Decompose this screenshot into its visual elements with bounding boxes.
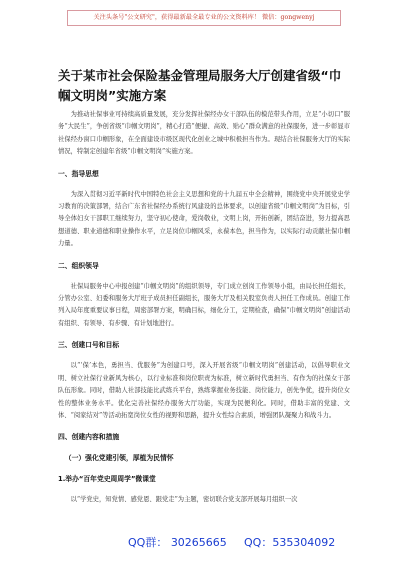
footer-contact [0,534,408,552]
guiding-ideology-paragraph: 为深入贯彻习近平新时代中国特色社会主义思想和党的十九届五中全会精神，围绕党中央开展党史学习教育的决策部署，结合广东省社保经办系统行风建设的总体要求，以创建省级“巾帼文明岗”为目标，引导全体妇女干部职工继续努力，坚守初心使命，爱岗敬业，文明上岗，开拓创新，团结奋进，努力提高思想道德、职业道德和职业操作水平，立足岗位巾帼风采，永葆本色，担当作为，以实际行动贡献社保巾帼力量。 [58,190,350,248]
subsection-heading-party-building: （一）强化党建引领，厚植为民情怀 [64,454,174,463]
section-heading-guiding-ideology: 一、指导思想 [58,169,99,178]
item-heading-micro-class: 1.举办“百年党史周周学”微课堂 [58,475,156,484]
organization-paragraph: 社保局服务中心申报创建“巾帼文明岗”的组织领导，专门成立创岗工作领导小组，由局长担任组长，分管办公室、妇委和服务大厅班子成员担任副组长，服务大厅及相关股室负责人担任工作成员。创建工作列入局年度重要议事日程，周密部署方案，明确目标，细化分工，定期检查，确保“巾帼文明岗”创建活动有组织、有领导、有步骤、有计划地进行。 [58,282,350,327]
section-heading-slogan-goals: 三、创建口号和目标 [58,341,120,350]
slogan-goals-paragraph: 以“‘保’本色，勇担当、优服务”为创建口号，深入开展省级“巾帼文明岗”创建活动，以倡导职业文明、树立社保行业新风为核心，以行业标准和岗位职责为标准，树立新时代勇担当、有作为的社保女干部队伍形象。同时，借助人社部技能比武练兵平台，熟练掌握业务技能、岗位能力，创先争优，提升岗位女性的整体业务水平。优化完善社保经办服务大厅功能，实现为民便利化。同时，借助丰富的党建、文体、“阅家结对”等活动拓宽岗位女性的视野和思路，提升女性综合素质，增强团队凝聚力和战斗力。 [58,362,350,419]
section-heading-organization: 二、组织领导 [58,261,99,270]
promo-banner: 关注头条号"公文研究"，获得最新最全最专业的公文资料库！ 微信：gongwenyj [67,10,341,26]
qq-number: QQ：535304092 [244,536,336,549]
document-body [58,109,350,516]
qq-group-number: QQ群： 30265665 [128,536,227,549]
document-title: 关于某市社会保险基金管理局服务大厅创建省级“巾帼文明岗”实施方案 [58,68,342,103]
micro-class-paragraph: 以“学党史，知党情、感党恩、跟党走”为主题，密切联合党支部开展每月组织一次 [70,496,298,504]
section-heading-content-measures: 四、创建内容和措施 [58,433,120,442]
intro-paragraph: 为推动社保事业可持续高质量发展，充分发挥社保经办女干部队伍的模范带头作用，立足“小切口”服务“大民生”，争创省级“巾帼文明岗”，精心打造“便捷、高效、贴心”群众满意的社保服务，进一步彰显市社保经办窗口巾帼形象，在全面建设市级区现代化创业之城中积极担当作为。现结合社保服务大厅的实际情况，特制定创建年省级“巾帼文明岗”实施方案。 [58,111,350,156]
